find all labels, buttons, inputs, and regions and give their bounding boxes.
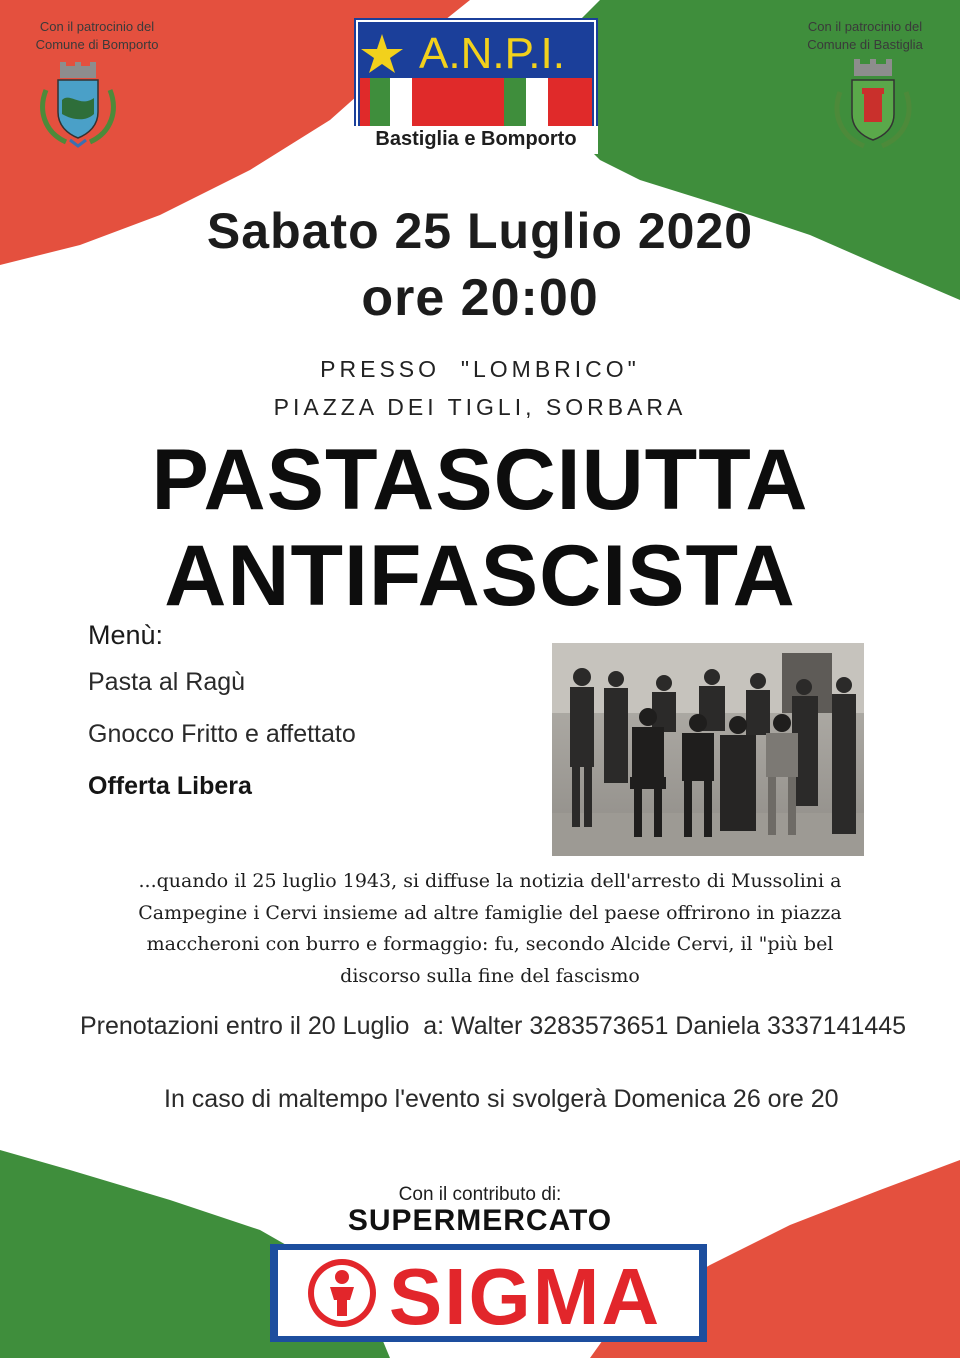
anpi-subtitle: Bastiglia e Bomporto [375, 128, 577, 150]
booking-info: Prenotazioni entro il 20 Luglio a: Walter 3283573651 Daniela 3337141445 [80, 1012, 907, 1040]
sigma-person-in-circle-icon [308, 1259, 376, 1327]
patronage-left-line2: Comune di Bomporto [35, 37, 159, 52]
anpi-logo-text: A.N.P.I. [419, 29, 565, 78]
bomporto-coat-of-arms-icon [36, 60, 120, 150]
sigma-logo-text: SIGMA [388, 1252, 662, 1341]
sponsor-type: SUPERMERCATO [347, 1204, 613, 1237]
weather-note: In caso di maltempo l'evento si svolgerà Domenica 26 ore 20 [164, 1085, 839, 1113]
patronage-right-line1: Con il patrocinio del [807, 19, 923, 34]
patronage-right-line2: Comune di Bastiglia [807, 37, 923, 52]
bastiglia-coat-of-arms-icon [830, 58, 916, 152]
menu-item: Pasta al Ragù [88, 668, 246, 696]
menu-item: Gnocco Fritto e affettato [88, 720, 356, 748]
historic-group-photo [552, 643, 864, 856]
venue-name: PRESSO "LOMBRICO" [320, 356, 640, 382]
patronage-bomporto [22, 18, 172, 54]
event-title-line1: PASTASCIUTTA [151, 432, 809, 528]
patronage-bastiglia [790, 18, 940, 54]
historical-quote: ...quando il 25 luglio 1943, si diffuse la notizia dell'arresto di Mussolini a Campegine i Cervi insieme ad altre famiglie del paese offrirono in piazza maccheroni con burro e formaggio: fu, secondo Alcide Cervi, il "più bel discorso sulla fine del fascismo [138, 870, 842, 987]
contribution-label: Con il contributo di: [398, 1184, 562, 1205]
sigma-supermarket-logo [270, 1244, 707, 1342]
event-title-line2: ANTIFASCISTA [164, 528, 796, 624]
venue-address: PIAZZA DEI TIGLI, SORBARA [273, 394, 687, 420]
menu-heading: Menù: [88, 620, 164, 650]
event-time: ore 20:00 [361, 269, 599, 327]
menu-item-offer: Offerta Libera [88, 772, 252, 800]
patronage-left-line1: Con il patrocinio del [39, 19, 155, 34]
event-date: Sabato 25 Luglio 2020 [206, 203, 754, 259]
